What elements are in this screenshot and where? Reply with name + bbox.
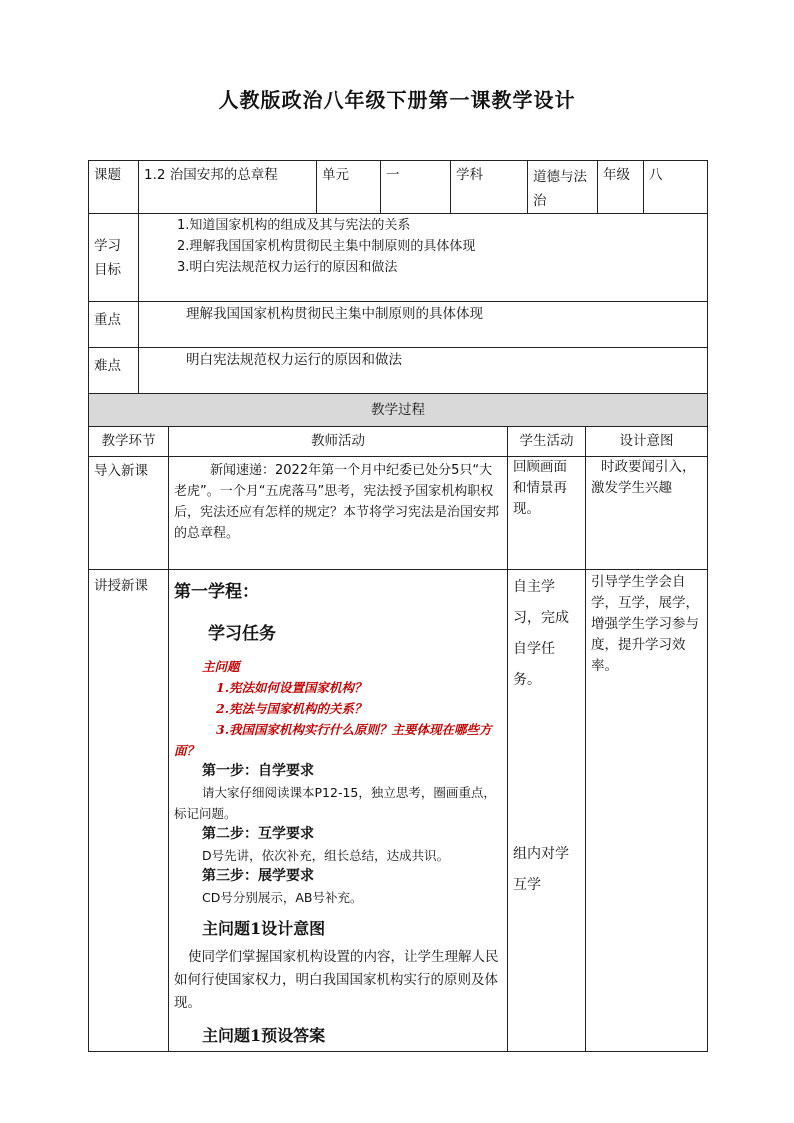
unit-value: 一 bbox=[381, 161, 451, 214]
step3-text: CD号分别展示，AB号补充。 bbox=[202, 890, 363, 905]
goal-item: 2.理解我国国家机构贯彻民主集中制原则的具体体现 bbox=[177, 239, 476, 254]
student-activity-group: 组内对学互学 bbox=[513, 846, 569, 893]
student-activity-self: 自主学习，完成自学任务。 bbox=[513, 579, 569, 688]
key-point-label: 重点 bbox=[89, 302, 139, 348]
new-student bbox=[508, 570, 586, 1052]
main-question-label: 主问题 bbox=[202, 659, 240, 674]
document-title: 人教版政治八年级下册第一课教学设计 bbox=[218, 88, 576, 112]
task-heading: 学习任务 bbox=[208, 624, 276, 644]
subject-label: 学科 bbox=[451, 161, 528, 214]
key-point-value: 理解我国国家机构贯彻民主集中制原则的具体体现 bbox=[139, 302, 708, 348]
col-student: 学生活动 bbox=[508, 427, 586, 457]
question-item: 2.宪法与国家机构的关系？ bbox=[216, 701, 367, 716]
step3-title: 第三步：展学要求 bbox=[202, 868, 314, 884]
goals-list bbox=[139, 214, 708, 302]
subject-value: 道德与法治 bbox=[528, 161, 598, 214]
lesson-label: 课题 bbox=[89, 161, 139, 214]
goal-item: 3.明白宪法规范权力运行的原因和做法 bbox=[177, 260, 398, 275]
design-intent-title: 主问题1设计意图 bbox=[202, 919, 326, 938]
difficulty-label: 难点 bbox=[89, 348, 139, 396]
step2-text: D号先讲，依次补充，组长总结，达成共识。 bbox=[202, 848, 450, 863]
goal-item: 1.知道国家机构的组成及其与宪法的关系 bbox=[177, 218, 411, 233]
step2-title: 第二步：互学要求 bbox=[202, 826, 314, 842]
new-intent: 引导学生学会自学，互学，展学，增强学生学习参与度，提升学习效率。 bbox=[586, 570, 708, 1052]
new-teacher bbox=[169, 570, 508, 1052]
question-item: 3.我国国家机构实行什么原则？主要体现在哪些方面？ bbox=[174, 722, 492, 758]
question-item: 1.宪法如何设置国家机构？ bbox=[216, 680, 367, 695]
difficulty-value: 明白宪法规范权力运行的原因和做法 bbox=[139, 348, 708, 396]
step1-title: 第一步：自学要求 bbox=[202, 763, 314, 779]
intro-intent: 时政要闻引入，激发学生兴趣 bbox=[586, 457, 708, 570]
preset-answer-title: 主问题1预设答案 bbox=[202, 1026, 326, 1045]
design-intent-text: 使同学们掌握国家机构设置的内容，让学生理解人民如何行使国家权力，明白我国国家机构实行的原则及体现。 bbox=[174, 949, 499, 1011]
intro-stage: 导入新课 bbox=[89, 457, 169, 570]
unit-label: 单元 bbox=[317, 161, 381, 214]
process-header: 教学过程 bbox=[89, 394, 708, 427]
col-intent: 设计意图 bbox=[586, 427, 708, 457]
intro-student: 回顾画面和情景再现。 bbox=[508, 457, 586, 570]
goals-label: 学习目标 bbox=[89, 214, 139, 302]
intro-teacher: 新闻速递：2022年第一个月中纪委已处分5只“大老虎”。一个月“五虎落马”思考，宪法授予国家机构职权后，宪法还应有怎样的规定？本节将学习宪法是治国安邦的总章程。 bbox=[169, 457, 508, 570]
grade-label: 年级 bbox=[598, 161, 644, 214]
col-teacher: 教师活动 bbox=[169, 427, 508, 457]
grade-value: 八 bbox=[644, 161, 708, 214]
step1-text: 请大家仔细阅读课本P12-15，独立思考，圈画重点，标记问题。 bbox=[174, 785, 496, 821]
lesson-value: 1.2 治国安邦的总章程 bbox=[139, 161, 317, 214]
new-stage: 讲授新课 bbox=[89, 570, 169, 1052]
process-table bbox=[88, 393, 708, 1052]
lesson-info-table bbox=[88, 160, 708, 396]
col-stage: 教学环节 bbox=[89, 427, 169, 457]
first-phase-heading: 第一学程： bbox=[174, 582, 259, 602]
